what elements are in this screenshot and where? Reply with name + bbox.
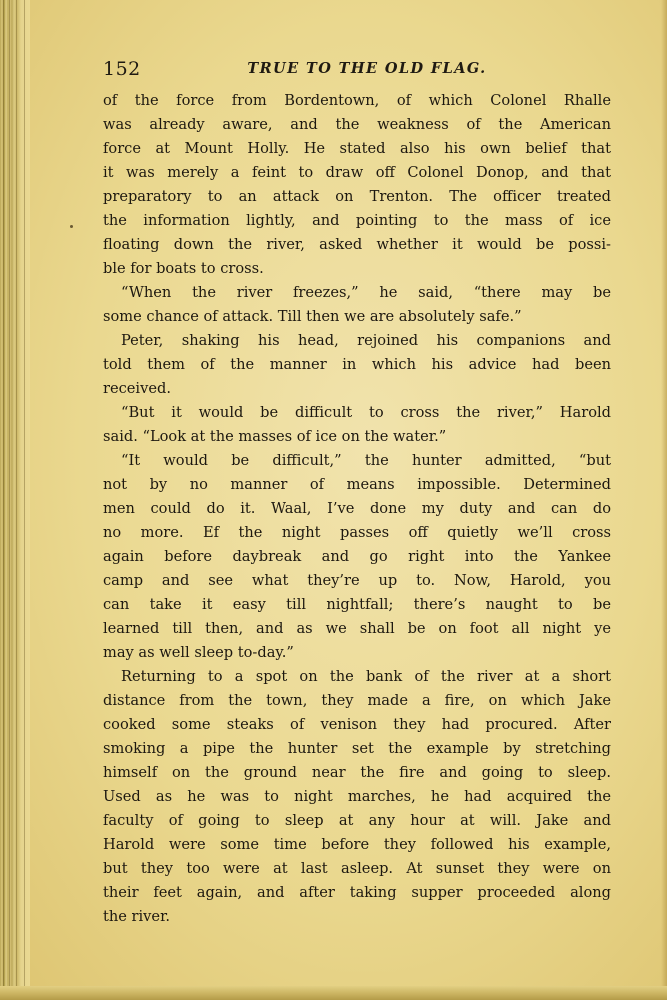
text-line: may as well sleep to-day.” bbox=[103, 644, 294, 661]
text-line: “But it would be difficult to cross the river,” Harold bbox=[121, 404, 611, 421]
text-line: Peter, shaking his head, rejoined his companions and bbox=[121, 332, 611, 349]
text-line: men could do it. Waal, I’ve done my duty and can do bbox=[103, 500, 611, 517]
text-line: camp and see what they’re up to. Now, Harold, you bbox=[103, 572, 611, 589]
text-line: the information lightly, and pointing to the mass of ice bbox=[103, 212, 611, 229]
margin-mark bbox=[70, 225, 73, 228]
text-line: distance from the town, they made a fire, on which Jake bbox=[103, 692, 611, 709]
text-line: “When the river freezes,” he said, “there may be bbox=[121, 284, 611, 301]
spine-crease bbox=[9, 0, 10, 1000]
text-line: force at Mount Holly. He stated also his own belief that bbox=[103, 140, 611, 157]
spine-crease bbox=[24, 0, 25, 1000]
text-line: their feet again, and after taking supper proceeded along bbox=[103, 884, 611, 901]
body-text bbox=[103, 89, 611, 929]
text-line: of the force from Bordentown, of which Colonel Rhalle bbox=[103, 92, 611, 109]
text-line: preparatory to an attack on Trenton. The officer treated bbox=[103, 188, 611, 205]
text-line: faculty of going to sleep at any hour at will. Jake and bbox=[103, 812, 611, 829]
text-line: can take it easy till nightfall; there’s naught to be bbox=[103, 596, 611, 613]
text-line: not by no manner of means impossible. Determined bbox=[103, 476, 611, 493]
page-bottom-edge bbox=[0, 986, 667, 1000]
text-line: smoking a pipe the hunter set the example by stretching bbox=[103, 740, 611, 757]
text-line: the river. bbox=[103, 908, 171, 925]
spine-crease bbox=[3, 0, 4, 1000]
page-number: 152 bbox=[103, 58, 141, 80]
text-line: but they too were at last asleep. At sunset they were on bbox=[103, 860, 611, 877]
text-line: himself on the ground near the fire and going to sleep. bbox=[103, 764, 611, 781]
text-line: learned till then, and as we shall be on foot all night ye bbox=[103, 620, 611, 637]
text-line: cooked some steaks of venison they had procured. After bbox=[103, 716, 611, 733]
text-line: received. bbox=[103, 380, 171, 397]
text-line: Harold were some time before they followed his example, bbox=[103, 836, 611, 853]
running-title: TRUE TO THE OLD FLAG. bbox=[247, 60, 487, 77]
text-line: Returning to a spot on the bank of the river at a short bbox=[121, 668, 611, 685]
book-spine bbox=[0, 0, 30, 1000]
text-line: no more. Ef the night passes off quietly we’ll cross bbox=[103, 524, 611, 541]
text-line: floating down the river, asked whether it would be possi- bbox=[103, 236, 611, 253]
spine-crease bbox=[16, 0, 17, 1000]
text-line: told them of the manner in which his advice had been bbox=[103, 356, 611, 373]
page-header bbox=[103, 58, 611, 84]
text-line: was already aware, and the weakness of the American bbox=[103, 116, 611, 133]
text-line: Used as he was to night marches, he had acquired the bbox=[103, 788, 611, 805]
page-right-edge bbox=[661, 0, 667, 1000]
text-line: it was merely a feint to draw off Colonel Donop, and that bbox=[103, 164, 611, 181]
text-line: ble for boats to cross. bbox=[103, 260, 264, 277]
text-line: “It would be difficult,” the hunter admitted, “but bbox=[121, 452, 611, 469]
text-line: said. “Look at the masses of ice on the water.” bbox=[103, 428, 447, 445]
text-line: some chance of attack. Till then we are absolutely safe.” bbox=[103, 308, 522, 325]
text-line: again before daybreak and go right into the Yankee bbox=[103, 548, 611, 565]
